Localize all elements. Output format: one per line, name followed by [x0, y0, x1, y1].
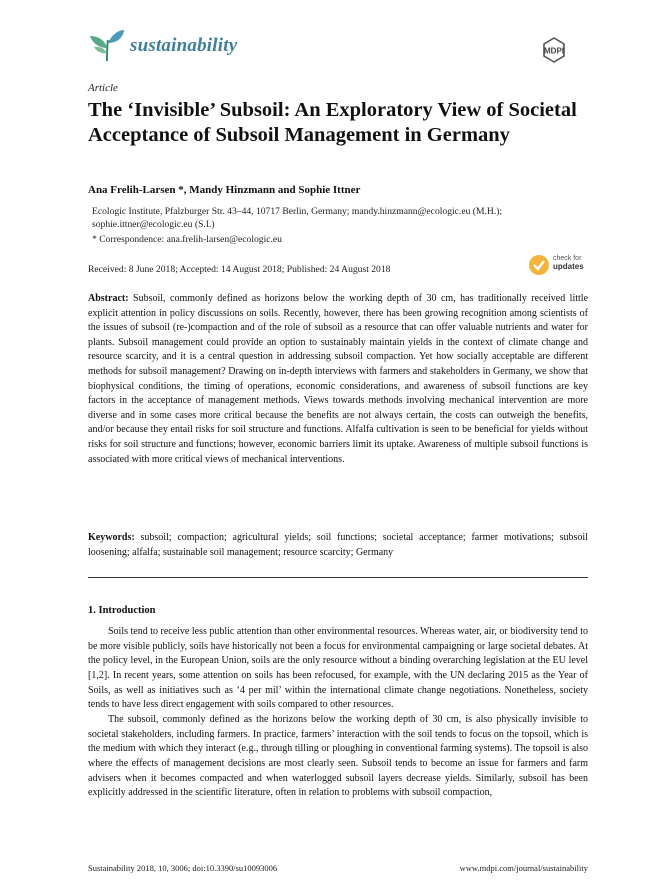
- affiliation: Ecologic Institute, Pfalzburger Str. 43–44, 10717 Berlin, Germany; mandy.hinzmann@ecologic.eu (M.H.); sophie.ittner@ecologic.eu (S.I.): [92, 206, 503, 230]
- intro-body: [88, 625, 588, 801]
- footer-citation: Sustainability 2018, 10, 3006; doi:10.3390/su10093006: [88, 863, 278, 873]
- abstract-text: Subsoil, commonly defined as horizons below the working depth of 30 cm, has traditionally received little explicit attention in policy discussions on soils. Recently, however, there has been growing recognition among scientists of the issues of subsoil (re-)compaction and of the role of subsoil as a resource that can offer valuable nutrients and water for plants. Subsoil management could provide an option to sustainably maintain yields in the context of climate change and resource scarcity, and it is a central question in addressing subsoil compaction. Yet how socially acceptable are different methods for subsoil management? Drawing on in-depth interviews with farmers and stakeholders in Germany, we show that biophysical conditions, the timing of operations, economic considerations, and awareness of subsoil functions are key factors in the acceptance of management methods. Views towards methods involving mechanical intervention are more diverse and in some cases more critical because the benefits are not always certain, the costs can outweigh the benefits, and/or because they entail risks for soil structure and functions. Alfalfa cultivation is seen to be beneficial for yields without risks for soil structure and functions; however, economic barriers limit its uptake. Awareness of multiple subsoil functions is associated with more critical views of mechanical interventions.: [88, 293, 589, 465]
- abstract: [88, 292, 588, 467]
- check-updates-icon: [528, 254, 550, 276]
- keywords-text: subsoil; compaction; agricultural yields; soil functions; societal acceptance; farmer motivations; subsoil loosening; alfalfa; sustainable soil management; resource scarcity; Germany: [88, 532, 588, 558]
- publisher-name: MDPI: [544, 46, 564, 56]
- mdpi-logo-icon: [540, 36, 590, 64]
- author-list: Ana Frelih-Larsen *, Mandy Hinzmann and Sophie Ittner: [88, 184, 361, 196]
- article-type: Article: [88, 82, 118, 94]
- article-title: The ‘Invisible’ Subsoil: An Exploratory View of Societal Acceptance of Subsoil Management in Germany: [88, 99, 577, 146]
- check-updates-line2: updates: [553, 262, 584, 271]
- intro-paragraph-2: The subsoil, commonly defined as the horizons below the working depth of 30 cm, is also physically invisible to societal stakeholders, including farmers. In practice, farmers’ interaction with the soil tends to focus on the topsoil, which is the medium with which they interact (e.g., through tilling or ploughing in conventional farming systems). The topsoil is also where the effects of management decisions are most clearly seen. Subsoil tends to become an issue for farmers and farm advisers when it becomes compacted and when waterlogged subsoil layers decrease yields. Similarly, subsoil has been explicitly addressed in the scientific literature, often in relation to problems with subsoil compaction,: [88, 713, 588, 799]
- section-divider: [88, 577, 588, 578]
- section-heading: 1. Introduction: [88, 605, 156, 616]
- plant-logo-icon: [88, 28, 126, 62]
- check-updates-line1: check for: [553, 255, 582, 262]
- keywords-label: Keywords:: [88, 532, 135, 543]
- publication-dates: Received: 8 June 2018; Accepted: 14 August 2018; Published: 24 August 2018: [88, 264, 391, 275]
- check-for-updates-badge[interactable]: [528, 252, 590, 278]
- abstract-label: Abstract:: [88, 293, 129, 304]
- footer-url[interactable]: www.mdpi.com/journal/sustainability: [459, 863, 588, 873]
- correspondence: * Correspondence: ana.frelih-larsen@ecologic.eu: [92, 234, 282, 245]
- keywords: [88, 531, 588, 560]
- intro-paragraph-1: Soils tend to receive less public attention than other environmental resources. Whereas water, air, or biodiversity tend to be more visible publicly, soils have historically not been a focus for environmental campaigning or large societal debates. At the policy level, in the European Union, soils are the only resource without a binding overarching legislation at the EU level [1,2]. In recent years, some attention on soils has been refocused, for example, with the UN declaring 2015 as the Year of Soils, as well as initiatives such as ‘4 per mil’ within the international climate change negotiations. Nonetheless, society tends to have less direct engagement with soils compared to other resources.: [88, 626, 588, 711]
- journal-name: sustainability: [130, 35, 238, 56]
